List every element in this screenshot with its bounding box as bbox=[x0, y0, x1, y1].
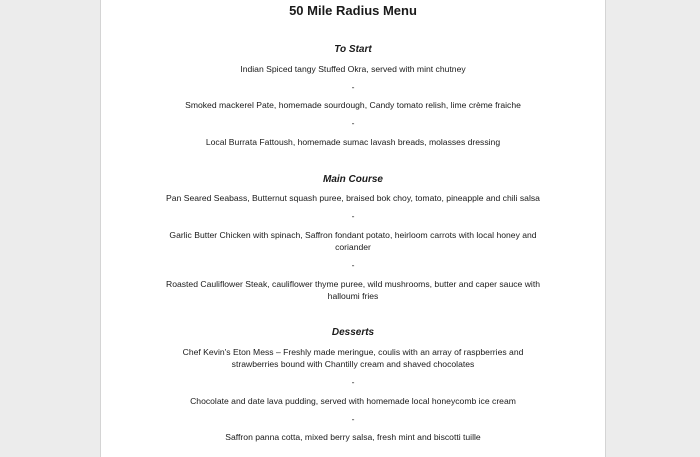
item-separator: - bbox=[351, 414, 355, 424]
item-separator: - bbox=[351, 260, 355, 270]
menu-item-burrata-fattoush: Local Burrata Fattoush, homemade sumac lavash breads, molasses dressing bbox=[205, 137, 501, 147]
item-separator: - bbox=[351, 118, 355, 128]
item-separator: - bbox=[351, 82, 355, 92]
menu-item-eton-mess: Chef Kevin's Eton Mess – Freshly made meringue, coulis with an array of raspberries and strawberries bound with Chantilly cream and shaved chocolates bbox=[182, 347, 524, 369]
section-heading-to-start: To Start bbox=[334, 44, 372, 55]
section-heading-desserts: Desserts bbox=[331, 327, 375, 338]
document-page bbox=[100, 0, 606, 457]
menu-item-cauliflower-steak: Roasted Cauliflower Steak, cauliflower thyme puree, wild mushrooms, butter and caper sauce with halloumi fries bbox=[165, 279, 540, 301]
item-separator: - bbox=[351, 211, 355, 221]
menu-item-okra: Indian Spiced tangy Stuffed Okra, served with mint chutney bbox=[240, 64, 466, 74]
menu-item-seabass: Pan Seared Seabass, Butternut squash puree, braised bok choy, tomato, pineapple and chili salsa bbox=[166, 193, 540, 203]
section-heading-main-course: Main Course bbox=[322, 174, 383, 185]
menu-title: 50 Mile Radius Menu bbox=[289, 3, 417, 18]
menu-item-garlic-chicken: Garlic Butter Chicken with spinach, Saffron fondant potato, heirloom carrots with local honey and coriander bbox=[169, 230, 537, 252]
menu-item-lava-pudding: Chocolate and date lava pudding, served with homemade local honeycomb ice cream bbox=[190, 396, 516, 406]
menu-item-panna-cotta: Saffron panna cotta, mixed berry salsa, fresh mint and biscotti tuille bbox=[225, 432, 481, 442]
menu-item-mackerel-pate: Smoked mackerel Pate, homemade sourdough, Candy tomato relish, lime crème fraiche bbox=[185, 100, 521, 110]
item-separator: - bbox=[351, 377, 355, 387]
